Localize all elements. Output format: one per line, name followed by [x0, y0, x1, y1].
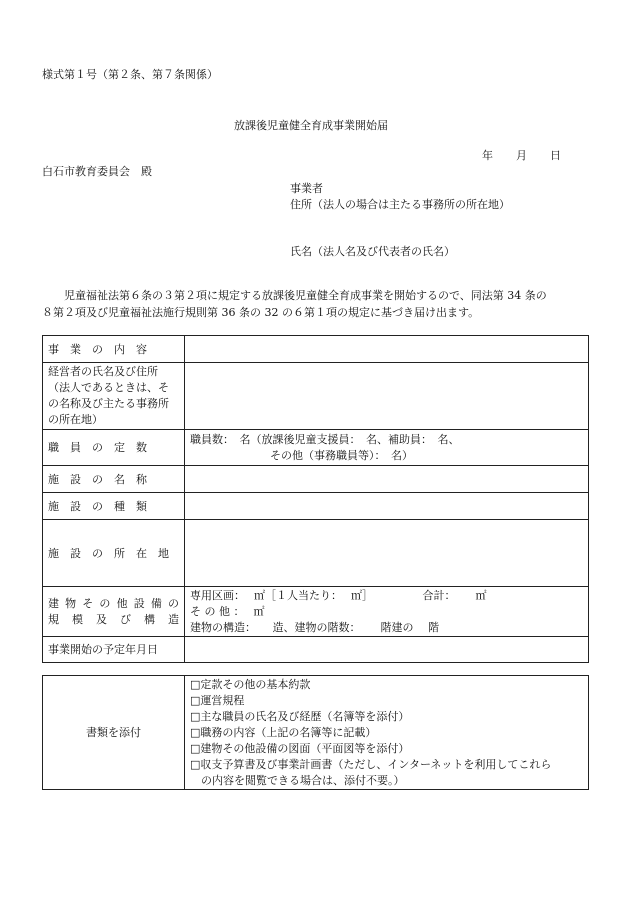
attachment-item[interactable]: □収支予算書及び事業計画書（ただし、インターネットを利用してこれら — [190, 757, 552, 771]
statement-paragraph — [42, 287, 587, 321]
building-line-1: 専用区画： ㎡［１人当たり： ㎡］ 合計： ㎡ — [190, 588, 487, 602]
facility-type-value[interactable] — [185, 493, 589, 520]
staff-line-1: 職員数： 名（放課後児童支援員： 名、補助員： 名、 — [190, 432, 460, 446]
building-line-3: 建物の構造： 造、建物の階数： 階建の 階 — [190, 620, 439, 634]
applicant-address: 住所（法人の場合は主たる事務所の所在地） — [290, 198, 510, 211]
facility-name-label: 施 設 の 名 称 — [43, 466, 185, 493]
row-operator — [43, 363, 589, 430]
statement-line-2: ８第２項及び児童福祉法施行規則第 36 条の 32 の６第１項の規定に基づき届け出ます。 — [42, 306, 480, 319]
attachment-item[interactable]: □職務の内容（上記の名簿等に記載） — [190, 725, 377, 739]
building-label-line-1: 建物その他設備の — [48, 596, 179, 610]
attachments-list — [185, 676, 589, 790]
addressee: 白石市教育委員会 殿 — [42, 165, 152, 178]
facility-name-value[interactable] — [185, 466, 589, 493]
statement-line-1: 児童福祉法第６条の３第２項に規定する放課後児童健全育成事業を開始するので、同法第 34 条の — [64, 289, 547, 302]
start-date-value[interactable] — [185, 637, 589, 663]
building-value[interactable] — [185, 587, 589, 637]
attachments-label: 書類を添付 — [43, 676, 185, 790]
business-content-value[interactable] — [185, 336, 589, 363]
date-month: 月 — [516, 149, 527, 162]
facility-location-value[interactable] — [185, 520, 589, 587]
attachment-item[interactable]: □主な職員の氏名及び経歴（名簿等を添付） — [190, 709, 410, 723]
attachment-item-continued: の内容を閲覧できる場合は、添付不要。） — [190, 773, 405, 787]
row-staff — [43, 430, 589, 466]
facility-type-label: 施 設 の 種 類 — [43, 493, 185, 520]
facility-location-label: 施 設 の 所 在 地 — [43, 520, 185, 587]
date-year: 年 — [482, 149, 493, 162]
attachments-table — [42, 675, 589, 790]
row-facility-location — [43, 520, 589, 587]
row-facility-name — [43, 466, 589, 493]
business-table — [42, 335, 589, 663]
row-building — [43, 587, 589, 637]
staff-line-2: その他（事務職員等）： 名） — [270, 448, 413, 462]
building-label — [43, 587, 185, 637]
staff-label: 職 員 の 定 数 — [43, 430, 185, 466]
business-content-label: 事 業 の 内 容 — [43, 336, 185, 363]
attachment-item[interactable]: □定款その他の基本約款 — [190, 677, 311, 691]
building-label-line-2: 規模及び構造 — [48, 612, 179, 626]
start-date-label: 事業開始の予定年月日 — [43, 637, 185, 663]
date-day: 日 — [550, 149, 561, 162]
attachment-item[interactable]: □建物その他設備の図面（平面図等を添付） — [190, 741, 410, 755]
applicant-heading: 事業者 — [290, 182, 323, 195]
form-number: 様式第１号（第２条、第７条関係） — [42, 68, 218, 81]
attachment-item[interactable]: □運営規程 — [190, 693, 245, 707]
row-facility-type — [43, 493, 589, 520]
operator-value[interactable] — [185, 363, 589, 430]
staff-value[interactable] — [185, 430, 589, 466]
operator-label: 経営者の氏名及び住所（法人であるときは、その名称及び主たる事務所の所在地） — [43, 363, 185, 430]
building-line-2: そ の 他 ： ㎡ — [190, 604, 265, 618]
row-start-date — [43, 637, 589, 663]
row-attachments — [43, 676, 589, 790]
row-business-content — [43, 336, 589, 363]
form-title: 放課後児童健全育成事業開始届 — [234, 119, 388, 132]
applicant-name: 氏名（法人名及び代表者の氏名） — [290, 245, 455, 258]
